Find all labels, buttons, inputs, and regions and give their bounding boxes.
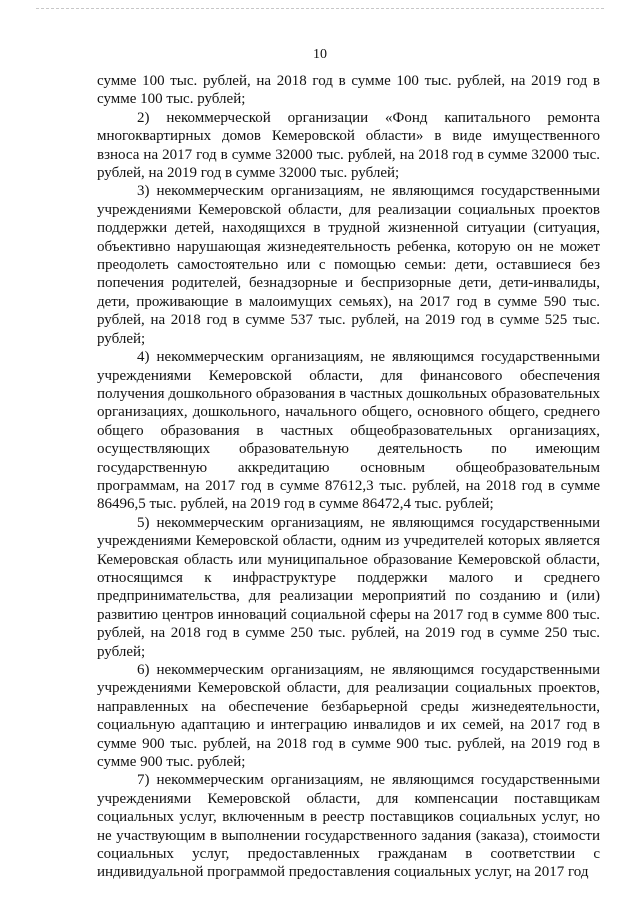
scan-edge-line — [36, 8, 604, 9]
paragraph-item-3: 3) некоммерческим организациям, не являющимся государственными учреждениями Кемеровской области, для реализации социальных проектов поддержки детей, находящихся в трудной жизненной ситуации (ситуация, объективно нарушающая жизнедеятельность ребенка, которую он не может преодолеть самостоятельно или с помощью семьи: дети, оставшиеся без попечения родителей, безнадзорные и беспризорные дети, дети-инвалиды, дети, проживающие в малоимущих семьях), на 2017 год в сумме 590 тыс. рублей, на 2018 год в сумме 537 тыс. рублей, на 2019 год в сумме 525 тыс. рублей; — [97, 183, 600, 347]
paragraph-item-4: 4) некоммерческим организациям, не являющимся государственными учреждениями Кемеровской области, для финансового обеспечения получения дошкольного образования в частных дошкольных образовательных организациях, дошкольного, начального общего, основного общего, среднего общего образования в частных общеобразовательных организациях, осуществляющих образовательную деятельность по имеющим государственную аккредитацию основным общеобразовательным программам, на 2017 год в сумме 87612,3 тыс. рублей, на 2018 год в сумме 86496,5 тыс. рублей, на 2019 год в сумме 86472,4 тыс. рублей; — [97, 349, 600, 513]
paragraph-item-7: 7) некоммерческим организациям, не являющимся государственными учреждениями Кемеровской области, для компенсации поставщикам социальных услуг, включенным в реестр поставщиков социальных услуг, но не участвующим в выполнении государственного задания (заказа), стоимости социальных услуг, предоставленных гражданам в соответствии с индивидуальной программой предоставления социальных услуг, на 2017 год — [97, 772, 600, 881]
page-number: 10 — [313, 47, 327, 62]
paragraph-continuation: сумме 100 тыс. рублей, на 2018 год в сумме 100 тыс. рублей, на 2019 год в сумме 100 тыс. рублей; — [97, 73, 600, 108]
document-body — [97, 72, 600, 882]
paragraph-item-5: 5) некоммерческим организациям, не являющимся государственными учреждениями Кемеровской области, одним из учредителей которых является Кемеровская область или муниципальное образование Кемеровской области, относящимся к инфраструктуре поддержки малого и среднего предпринимательства, для реализации мероприятий по созданию и (или) развитию центров инноваций социальной сферы на 2017 год в сумме 800 тыс. рублей, на 2018 год в сумме 250 тыс. рублей, на 2019 год в сумме 250 тыс. рублей; — [97, 514, 600, 660]
paragraph-item-2: 2) некоммерческой организации «Фонд капитального ремонта многоквартирных домов Кемеровской области» в виде имущественного взноса на 2017 год в сумме 32000 тыс. рублей, на 2018 год в сумме 32000 тыс. рублей, на 2019 год в сумме 32000 тыс. рублей; — [97, 109, 600, 182]
paragraph-item-6: 6) некоммерческим организациям, не являющимся государственными учреждениями Кемеровской области, для реализации социальных проектов, направленных на обеспечение безбарьерной среды жизнедеятельности, социальную адаптацию и интеграцию инвалидов и их семей, на 2017 год в сумме 900 тыс. рублей, на 2018 год в сумме 900 тыс. рублей, на 2019 год в сумме 900 тыс. рублей; — [97, 662, 600, 771]
